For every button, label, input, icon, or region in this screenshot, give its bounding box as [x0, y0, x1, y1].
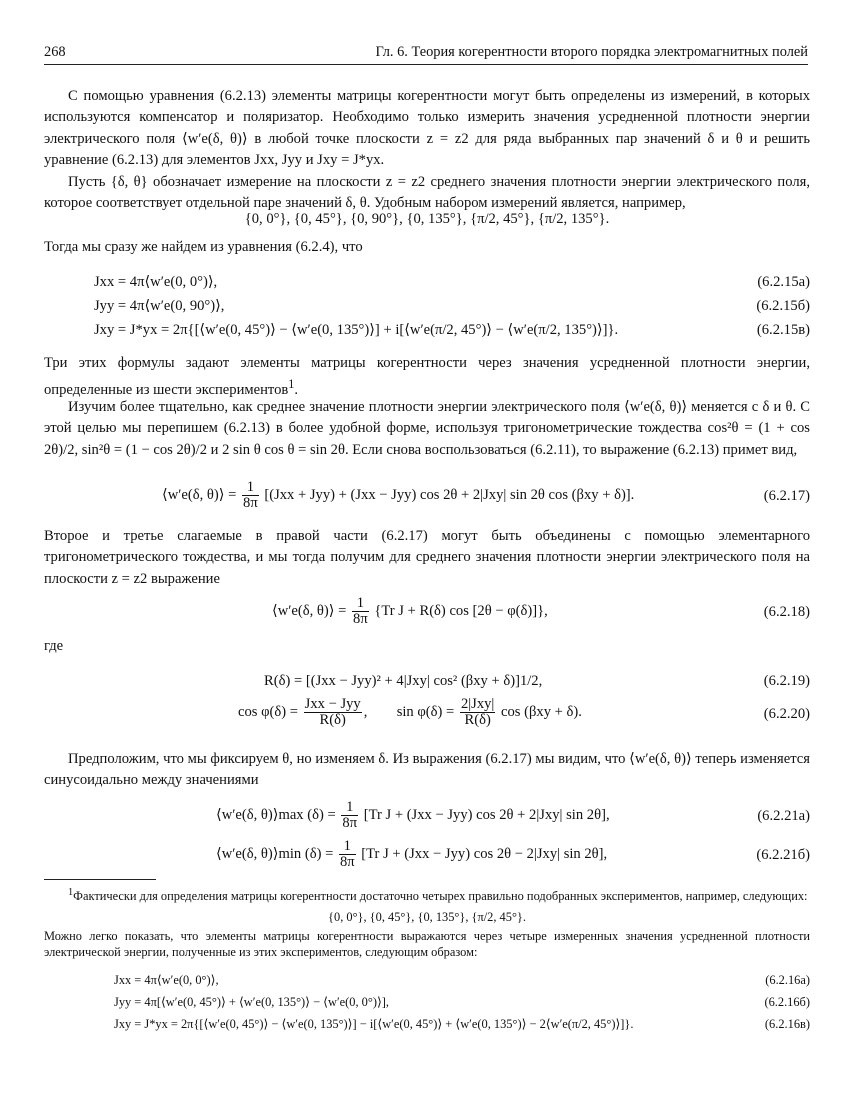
eq17-fraction [242, 480, 259, 511]
equation-formula: R(δ) = [(Jxx − Jyy)² + 4|Jxy| cos² (βxy + δ)]1/2, [264, 673, 543, 689]
running-title: Гл. 6. Теория когерентности второго порядка электромагнитных полей [375, 44, 808, 60]
equation-formula: Jxy = J*yx = 2π{[⟨w′e(0, 45°)⟩ − ⟨w′e(0, 135°)⟩] − i[⟨w′e(0, 45°)⟩ + ⟨w′e(0, 135°)⟩ − 2⟨w′e(π/2, 45°)⟩]}. [114, 1017, 634, 1031]
eq20-sin-fraction [460, 697, 495, 728]
eq20-cos-fraction [304, 697, 362, 728]
eq21a-lhs: ⟨w′e(δ, θ)⟩max (δ) = [216, 806, 336, 823]
frac-denominator: 8π [243, 495, 258, 511]
equation-number: (6.2.21б) [756, 847, 810, 863]
paragraph-3 [44, 237, 810, 258]
para-4-period: . [294, 382, 299, 399]
equation-formula: Jxx = 4π⟨w′e(0, 0°)⟩, [94, 274, 218, 290]
equation-number: (6.2.15б) [756, 298, 810, 314]
paragraph-5 [44, 397, 810, 461]
equation-6-2-20 [44, 697, 810, 735]
equation-formula: Jxx = 4π⟨w′e(0, 0°)⟩, [114, 973, 219, 987]
frac-denominator: R(δ) [319, 712, 346, 728]
equation-number: (6.2.20) [763, 706, 810, 722]
equation-6-2-16v [44, 1014, 810, 1032]
footnote-text-2: Можно легко показать, что элементы матрицы когерентности выражаются через четыре измеренных значения усредненной плотности электрической энергии, полученные из этих экспериментов, следующим образом: [44, 929, 810, 959]
eq18-fraction [352, 596, 369, 627]
footnote-para-1 [44, 885, 810, 905]
equation-number: (6.2.16в) [764, 1017, 810, 1031]
equation-formula [238, 697, 582, 728]
equation-6-2-15v [44, 320, 810, 344]
para-1-text: С помощью уравнения (6.2.13) элементы матрицы когерентности могут быть определены из измерений, в которых используются компенсатор и поляризатор. Необходимо только измерить значения усредненной плотности энергии электрического поля ⟨w′e(δ, θ)⟩ в любой точке плоскости z = z2 для ряда выбранных пар значений δ и θ и решить уравнение (6.2.13) для элементов Jxx, Jyy и Jxy = J*yx. [44, 88, 810, 169]
frac-denominator: 8π [342, 815, 358, 831]
equation-number: (6.2.21а) [757, 808, 810, 824]
eq20-sin-rhs: cos (βxy + δ). [501, 703, 582, 720]
frac-numerator: 2|Jxy| [460, 696, 495, 712]
eq20-comma: , [363, 703, 368, 720]
equation-number: (6.2.17) [763, 488, 810, 504]
eq21a-rhs: [Tr J + (Jxx − Jyy) cos 2θ + 2|Jxy| sin 2θ], [363, 806, 610, 823]
equation-6-2-15b [44, 296, 810, 320]
footnote-separator [44, 879, 156, 880]
frac-numerator: 1 [341, 800, 358, 816]
page-number: 268 [44, 44, 66, 60]
frac-numerator: 1 [352, 596, 369, 612]
running-header [44, 42, 808, 65]
eq21b-lhs: ⟨w′e(δ, θ)⟩min (δ) = [216, 845, 334, 862]
eq21b-rhs: [Tr J + (Jxx − Jyy) cos 2θ − 2|Jxy| sin 2θ], [361, 845, 608, 862]
frac-denominator: R(δ) [464, 712, 491, 728]
para-3-text: Тогда мы сразу же найдем из уравнения (6.2.4), что [44, 239, 363, 255]
eq18-rhs: {Tr J + R(δ) cos [2θ − φ(δ)]}, [374, 602, 548, 619]
equation-6-2-17 [44, 480, 810, 516]
measurement-set-row [44, 209, 810, 233]
para-6-text: Второе и третье слагаемые в правой части (6.2.17) могут быть объединены с помощью элементарного тригонометрического тождества, и мы тогда получим для среднего значения плотности энергии электрического поля на плоскости z = z2 выражение [44, 528, 810, 587]
equation-formula: Jyy = 4π[⟨w′e(0, 45°)⟩ + ⟨w′e(0, 135°)⟩ − ⟨w′e(0, 0°)⟩], [114, 995, 390, 1009]
where-text: где [44, 638, 64, 654]
eq20-cos-lhs: cos φ(δ) = [238, 703, 298, 720]
para-5-text: Изучим более тщательно, как среднее значение плотности энергии электрического поля ⟨w′e(δ, θ)⟩ меняется с δ и θ. С этой целью мы перепишем (6.2.13) в более удобной форме, используя тригонометрические тождества cos²θ = (1 + cos 2θ)/2, sin²θ = (1 − cos 2θ)/2 и 2 sin θ cos θ = sin 2θ. Если снова воспользоваться (6.2.11), то выражение (6.2.13) примет вид, [44, 399, 810, 458]
frac-numerator: Jxx − Jyy [304, 696, 361, 712]
footnote-text-1: Фактически для определения матрицы когерентности достаточно четырех правильно подобранных экспериментов, например, следующих: [73, 889, 808, 904]
equation-number: (6.2.16б) [764, 995, 810, 1009]
eq18-lhs: ⟨w′e(δ, θ)⟩ = [272, 602, 347, 619]
equation-6-2-21b [44, 839, 810, 875]
measurement-set: {0, 0°}, {0, 45°}, {0, 90°}, {0, 135°}, {π/2, 45°}, {π/2, 135°}. [244, 211, 610, 227]
equation-6-2-21a [44, 800, 810, 836]
equation-formula [216, 800, 610, 831]
eq20-sin-lhs: sin φ(δ) = [396, 703, 455, 720]
eq21a-fraction [341, 800, 358, 831]
eq17-rhs: [(Jxx + Jyy) + (Jxx − Jyy) cos 2θ + 2|Jxy| sin 2θ cos (βxy + δ)]. [264, 486, 635, 503]
footnote-ref: 1 [288, 377, 295, 392]
paragraph-4 [44, 353, 810, 402]
para-7-text: Предположим, что мы фиксируем θ, но изменяем δ. Из выражения (6.2.17) мы видим, что ⟨w′e(δ, θ)⟩ теперь изменяется синусоидально между значениями [44, 751, 810, 789]
footnote-block [44, 885, 810, 961]
equation-formula [272, 596, 548, 627]
where-line [44, 636, 810, 657]
equation-formula: Jxy = J*yx = 2π{[⟨w′e(0, 45°)⟩ − ⟨w′e(0, 135°)⟩] + i[⟨w′e(π/2, 45°)⟩ − ⟨w′e(π/2, 135°)⟩]}. [94, 322, 619, 338]
equation-formula: Jyy = 4π⟨w′e(0, 90°)⟩, [94, 298, 225, 314]
equation-number: (6.2.15в) [756, 322, 810, 338]
paragraph-7 [44, 749, 810, 792]
footnote-mark: 1 [68, 887, 74, 898]
equation-number: (6.2.18) [763, 604, 810, 620]
footnote-set: {0, 0°}, {0, 45°}, {0, 135°}, {π/2, 45°}. [328, 909, 526, 924]
frac-denominator: 8π [353, 611, 368, 627]
paragraph-6 [44, 526, 810, 590]
paragraph-1 [44, 86, 810, 172]
equation-6-2-18 [44, 596, 810, 632]
frac-numerator: 1 [339, 839, 356, 855]
equation-number: (6.2.19) [763, 673, 810, 689]
eq21b-fraction [339, 839, 356, 870]
para-4-text: Три этих формулы задают элементы матрицы когерентности через значения усредненной плотности энергии, определенные из шести экспериментов [44, 355, 810, 399]
equation-6-2-16a [44, 970, 810, 988]
equation-6-2-15a [44, 272, 810, 296]
eq17-lhs: ⟨w′e(δ, θ)⟩ = [162, 486, 237, 503]
para-2-text: Пусть {δ, θ} обозначает измерение на плоскости z = z2 среднего значения плотности энергии электрического поля, которое соответствует отдельной паре значений δ, θ. Удобным набором измерений является, например, [44, 174, 810, 212]
equation-number: (6.2.16а) [765, 973, 810, 987]
equation-formula [216, 839, 607, 870]
equation-number: (6.2.15а) [757, 274, 810, 290]
frac-denominator: 8π [339, 854, 355, 870]
equation-6-2-19 [44, 671, 810, 695]
para-4-wrap [44, 353, 810, 402]
equation-formula [162, 480, 634, 511]
equation-6-2-16b [44, 992, 810, 1010]
frac-numerator: 1 [242, 480, 259, 496]
